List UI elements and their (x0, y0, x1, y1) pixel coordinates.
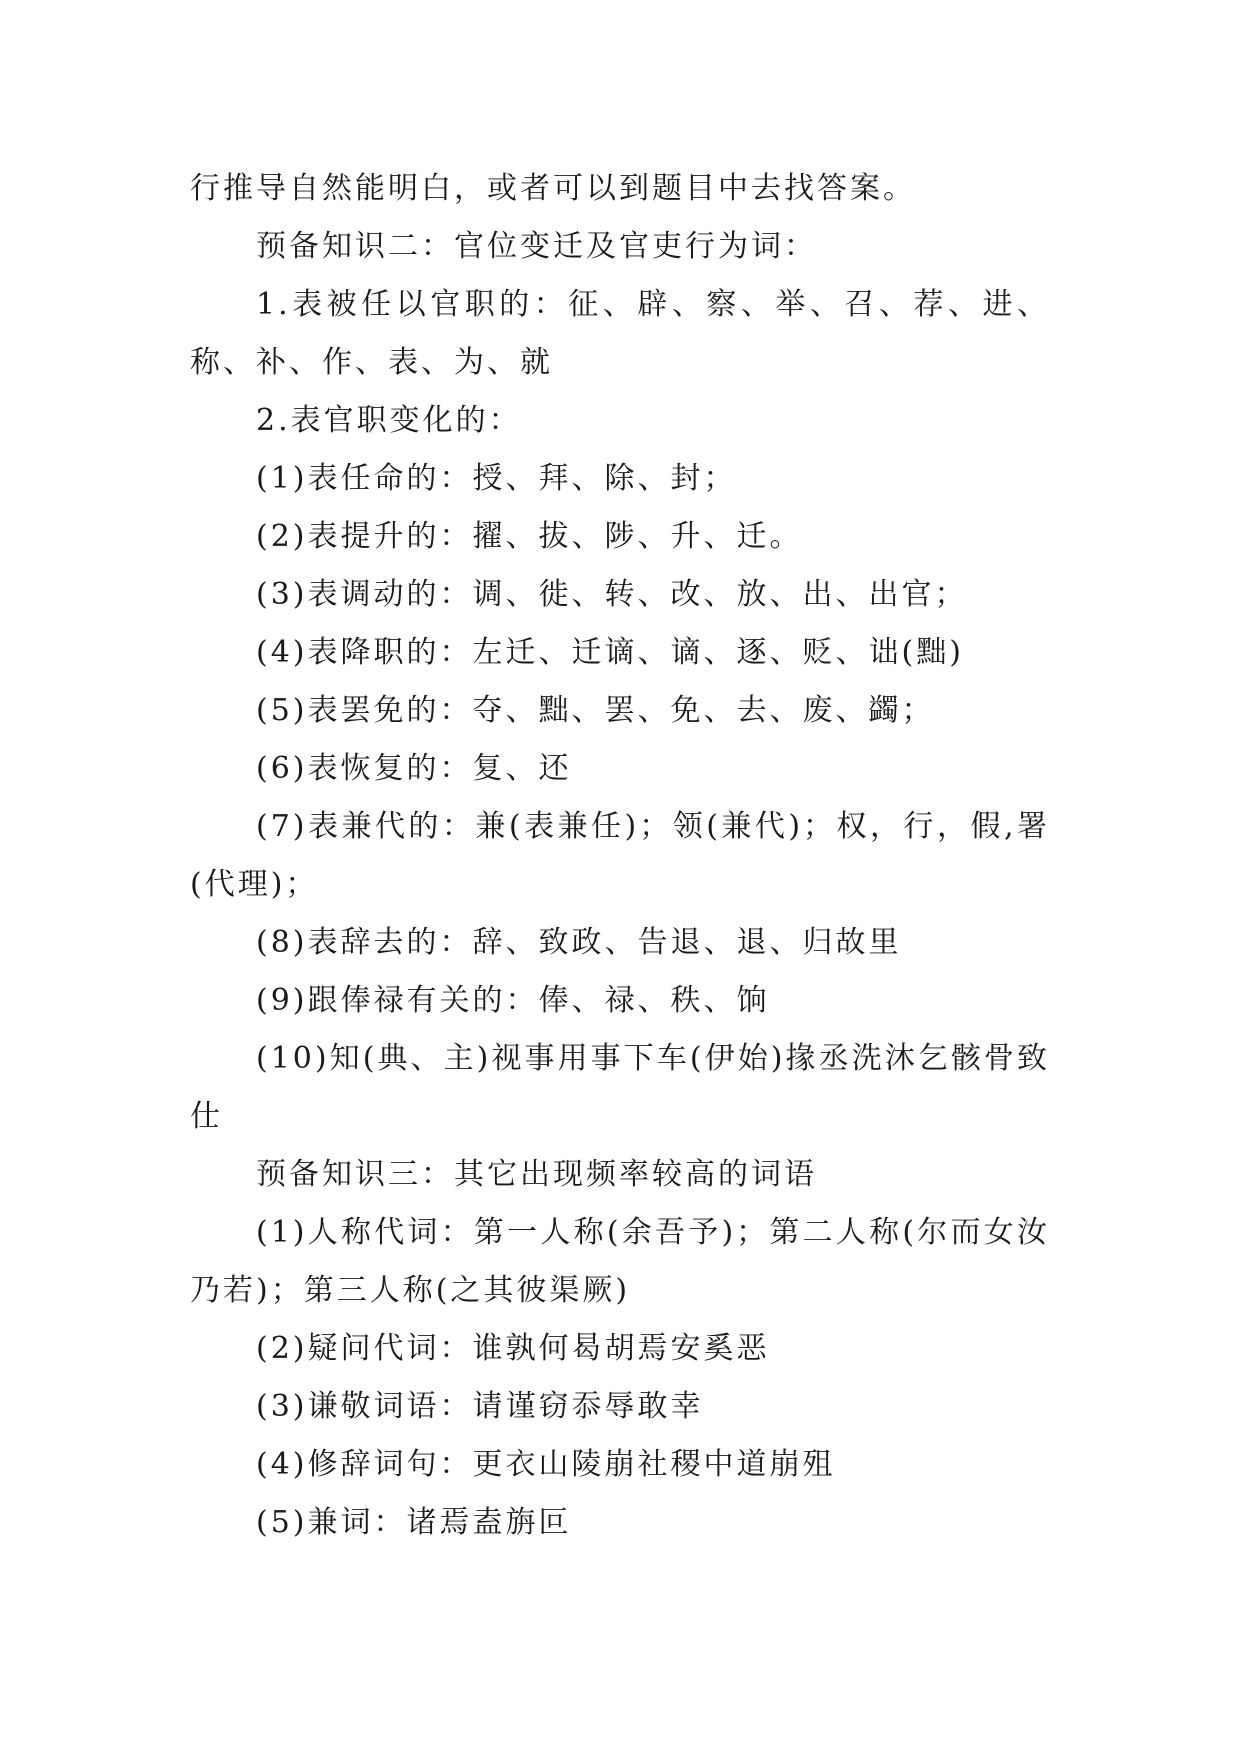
word-item-interrogatives: (2)疑问代词：谁孰何曷胡焉安奚恶 (256, 1331, 770, 1366)
sub-item-2: (2)表提升的：擢、拔、陟、升、迁。 (256, 519, 803, 554)
section-heading-knowledge-three: 预备知识三：其它出现频率较高的词语 (256, 1157, 817, 1192)
word-item-compound: (5)兼词：诸焉盍旃叵 (256, 1505, 572, 1540)
sub-item-3: (3)表调动的：调、徙、转、改、放、出、出官； (256, 577, 968, 612)
sub-item-4: (4)表降职的：左迁、迁谪、谪、逐、贬、诎(黜) (256, 635, 964, 670)
document-body (190, 160, 1050, 1552)
sub-item-8: (8)表辞去的：辞、致政、告退、退、归故里 (256, 925, 902, 960)
section-heading-knowledge-two: 预备知识二：官位变迁及官吏行为词： (256, 229, 817, 264)
sub-item-9: (9)跟俸禄有关的：俸、禄、秩、饷 (256, 983, 770, 1018)
sub-item-6: (6)表恢复的：复、还 (256, 751, 572, 786)
sub-item-10: (10)知(典、主)视事用事下车(伊始)掾丞洗沐乞骸骨致仕 (190, 1041, 1050, 1134)
list-item-appointment: 1.表被任以官职的：征、辟、察、举、召、荐、进、称、补、作、表、为、就 (190, 287, 1050, 380)
word-item-pronouns: (1)人称代词：第一人称(余吾予)；第二人称(尔而女汝乃若)；第三人称(之其彼渠厥) (190, 1215, 1050, 1308)
sub-item-5: (5)表罢免的：夺、黜、罢、免、去、废、蠲； (256, 693, 935, 728)
sub-item-7: (7)表兼代的：兼(表兼任)；领(兼代)；权，行，假,署(代理)； (190, 809, 1050, 902)
word-item-rhetoric: (4)修辞词句：更衣山陵崩社稷中道崩殂 (256, 1447, 836, 1482)
list-item-position-change: 2.表官职变化的： (256, 403, 522, 438)
word-item-honorifics: (3)谦敬词语：请谨窃忝辱敢幸 (256, 1389, 704, 1424)
paragraph-continuation: 行推导自然能明白，或者可以到题目中去找答案。 (190, 171, 916, 206)
sub-item-1: (1)表任命的：授、拜、除、封； (256, 461, 737, 496)
